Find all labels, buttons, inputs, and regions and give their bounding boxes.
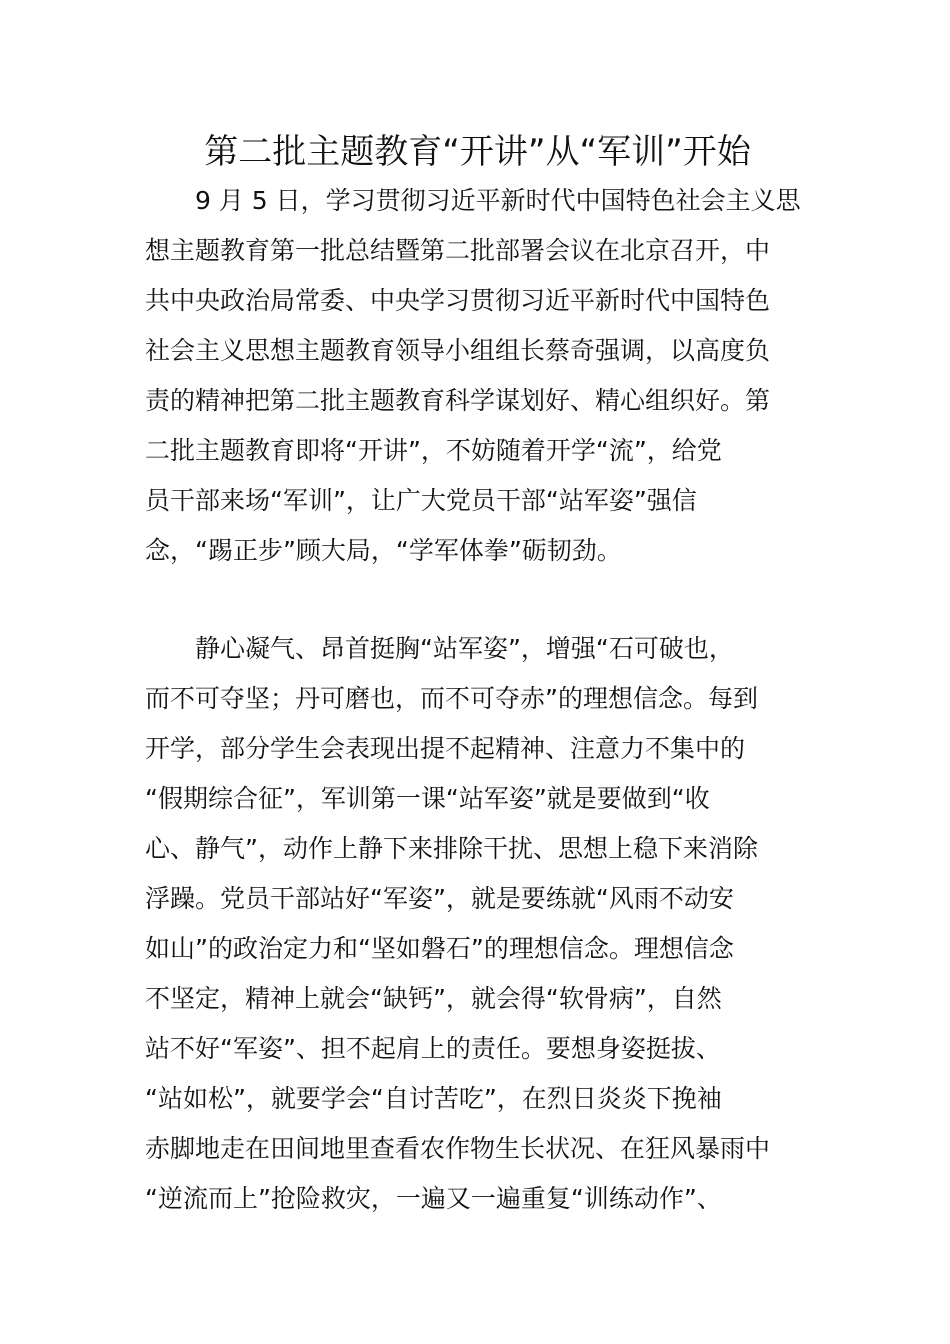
paragraph-line: 而不可夺坚；丹可磨也，而不可夺赤”的理想信念。每到 [145, 684, 758, 713]
paragraph-line: 浮躁。党员干部站好“军姿”，就是要练就“风雨不动安 [145, 884, 734, 913]
paragraph-line: 社会主义思想主题教育领导小组组长蔡奇强调，以高度负 [145, 336, 771, 365]
paragraph-line: 想主题教育第一批总结暨第二批部署会议在北京召开，中 [145, 236, 771, 265]
paragraph-line: 二批主题教育即将“开讲”，不妨随着开学“流”，给党 [145, 436, 722, 465]
paragraph-line: 站不好“军姿”、担不起肩上的责任。要想身姿挺拔、 [145, 1034, 721, 1063]
paragraph-2 [145, 624, 810, 1224]
paragraph-line: 静心凝气、昂首挺胸“站军姿”，增强“石可破也， [145, 634, 734, 663]
paragraph-line: 开学，部分学生会表现出提不起精神、注意力不集中的 [145, 734, 746, 763]
document-title: 第二批主题教育“开讲”从“军训”开始 [204, 132, 751, 172]
paragraph-line: 员干部来场“军训”，让广大党员干部“站军姿”强信 [145, 486, 697, 515]
paragraph-line: 共中央政治局常委、中央学习贯彻习近平新时代中国特色 [145, 286, 771, 315]
paragraph-line: 如山”的政治定力和“坚如磐石”的理想信念。理想信念 [145, 934, 734, 963]
paragraph-line: 念，“踢正步”顾大局，“学军体拳”砺韧劲。 [145, 536, 622, 565]
paragraph-line: 心、静气”，动作上静下来排除干扰、思想上稳下来消除 [145, 834, 758, 863]
paragraph-line: “假期综合征”，军训第一课“站军姿”就是要做到“收 [145, 784, 710, 813]
paragraph-line: 不坚定，精神上就会“缺钙”，就会得“软骨病”，自然 [145, 984, 722, 1013]
paragraph-1 [145, 176, 810, 576]
paragraph-line: “逆流而上”抢险救灾，一遍又一遍重复“训练动作”、 [145, 1184, 722, 1213]
paragraph-line: 9 月 5 日，学习贯彻习近平新时代中国特色社会主义思 [145, 186, 801, 215]
paragraph-line: 责的精神把第二批主题教育科学谋划好、精心组织好。第 [145, 386, 771, 415]
paragraph-line: “站如松”，就要学会“自讨苦吃”，在烈日炎炎下挽袖 [145, 1084, 722, 1113]
paragraph-line: 赤脚地走在田间地里查看农作物生长状况、在狂风暴雨中 [145, 1134, 771, 1163]
